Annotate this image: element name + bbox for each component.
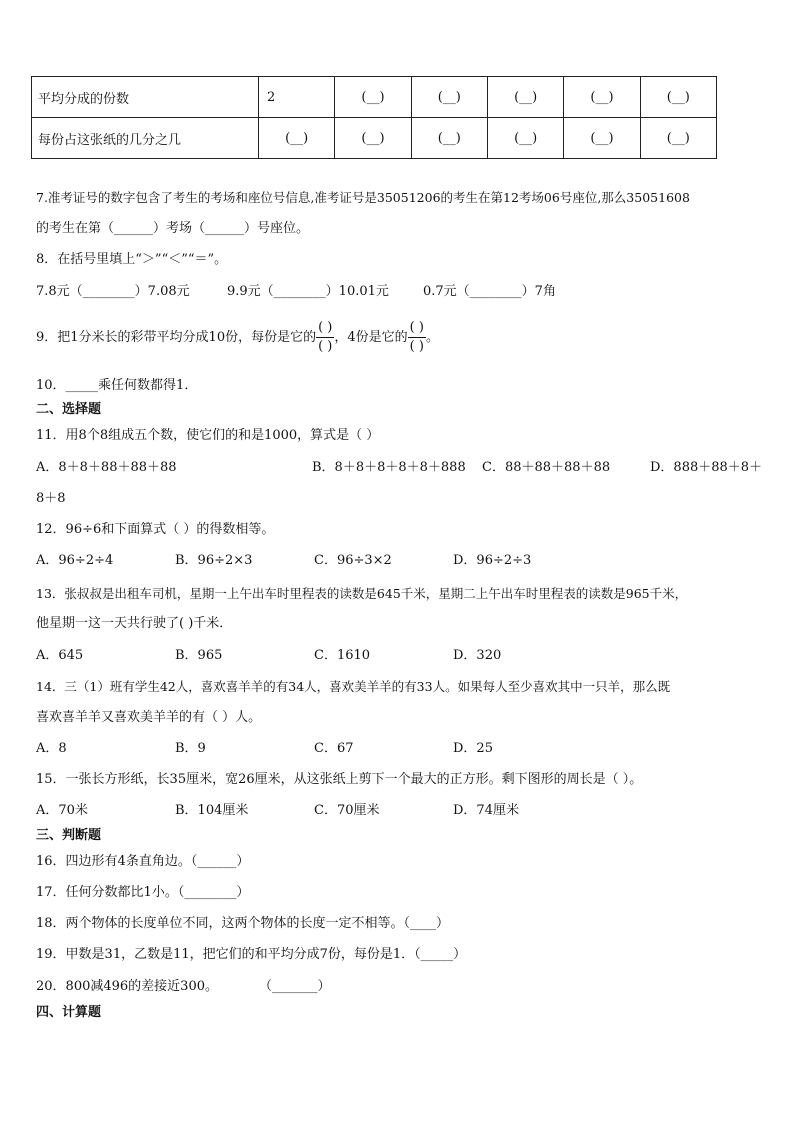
fraction-denominator: ( ) <box>409 339 424 354</box>
table-cell: (__) <box>411 77 487 118</box>
table-row <box>32 118 717 159</box>
fraction-numerator: ( ) <box>316 321 334 338</box>
row-label: 平均分成的份数 <box>32 77 259 118</box>
question-8-item-3: 0.7元（________）7角 <box>423 284 556 299</box>
table-cell: (__) <box>259 118 335 159</box>
table-cell: (__) <box>564 118 640 159</box>
question-17: 17．任何分数都比1小。（________） <box>36 885 250 900</box>
fraction-table <box>31 76 717 159</box>
question-8-item-2: 9.9元（________）10.01元 <box>227 284 389 299</box>
question-13-option-d: D．320 <box>453 648 502 663</box>
table-cell: (__) <box>487 77 563 118</box>
question-15-option-d: D．74厘米 <box>453 803 519 818</box>
question-20: 20．800减496的差接近300。 <box>36 979 218 994</box>
question-11-option-d: D．888＋88＋8＋ <box>650 460 763 475</box>
question-14-option-a: A．8 <box>36 741 67 756</box>
question-12-option-a: A．96÷2÷4 <box>36 553 114 568</box>
question-14-line-2: 喜欢喜羊羊又喜欢美羊羊的有（ ）人。 <box>36 710 262 725</box>
question-7-line-2: 的考生在第（______）考场（______）号座位。 <box>36 221 310 236</box>
question-11: 11．用8个8组成五个数，使它们的和是1000，算式是（ ） <box>36 428 380 443</box>
fraction-numerator: ( ) <box>408 321 426 338</box>
table-cell: (__) <box>411 118 487 159</box>
question-12-option-d: D．96÷2÷3 <box>453 553 532 568</box>
question-11-option-a: A．8＋8＋88＋88＋88 <box>36 460 177 475</box>
question-13-option-a: A．645 <box>36 648 84 663</box>
question-13-option-c: C．1610 <box>314 648 371 663</box>
question-9-text-2: ，4份是它的 <box>334 330 408 345</box>
section-title-calculation: 四、计算题 <box>36 1005 102 1020</box>
question-20-blank: （_______） <box>259 979 331 994</box>
question-11-option-c: C．88＋88＋88＋88 <box>482 460 611 475</box>
question-9-text-1: 9．把1分米长的彩带平均分成10份，每份是它的 <box>36 330 317 345</box>
question-15: 15．一张长方形纸，长35厘米，宽26厘米，从这张纸上剪下一个最大的正方形。剩下图形的周长是（ ）。 <box>36 772 643 787</box>
question-11-option-d-continued: 8＋8 <box>36 491 66 506</box>
question-12-option-c: C．96÷3×2 <box>314 553 392 568</box>
table-cell: (__) <box>564 77 640 118</box>
question-18: 18．两个物体的长度单位不同，这两个物体的长度一定不相等。（____） <box>36 916 450 931</box>
table-cell: 2 <box>259 77 335 118</box>
question-13-option-b: B．965 <box>175 648 223 663</box>
section-title-judgement: 三、判断题 <box>36 828 102 843</box>
question-14-option-b: B．9 <box>175 741 206 756</box>
fraction-blank-2 <box>408 321 426 354</box>
table-cell: (__) <box>335 118 411 159</box>
question-8: 8．在括号里填上“＞”“＜”“＝”。 <box>36 252 228 267</box>
question-7-line-1: 7.准考证号的数字包含了考生的考场和座位号信息,准考证号是35051206的考生在第12考场06号座位,那么35051608 <box>36 190 690 205</box>
table-row <box>32 77 717 118</box>
table-cell: (__) <box>487 118 563 159</box>
question-19: 19．甲数是31，乙数是11，把它们的和平均分成7份，每份是1．（_____） <box>36 947 467 962</box>
question-9 <box>36 318 439 358</box>
question-15-option-b: B．104厘米 <box>175 803 249 818</box>
question-9-text-3: 。 <box>425 330 439 345</box>
question-12: 12．96÷6和下面算式（ ）的得数相等。 <box>36 522 275 537</box>
question-14-option-c: C．67 <box>314 741 354 756</box>
table-cell: (__) <box>640 118 716 159</box>
question-14-option-d: D．25 <box>453 741 493 756</box>
fraction-blank-1 <box>316 321 334 354</box>
fraction-denominator: ( ) <box>318 339 333 354</box>
question-14-line-1: 14．三（1）班有学生42人，喜欢喜羊羊的有34人，喜欢美羊羊的有33人。如果每人至少喜欢其中一只羊，那么既 <box>36 679 671 694</box>
question-13-line-1: 13．张叔叔是出租车司机，星期一上午出车时里程表的读数是645千米，星期二上午出车时里程表的读数是965千米， <box>36 586 688 601</box>
question-15-option-c: C．70厘米 <box>314 803 380 818</box>
table-cell: (__) <box>335 77 411 118</box>
question-11-option-b: B．8＋8＋8＋8＋8＋888 <box>312 460 466 475</box>
table-cell: (__) <box>640 77 716 118</box>
row-label: 每份占这张纸的几分之几 <box>32 118 259 159</box>
question-12-option-b: B．96÷2×3 <box>175 553 253 568</box>
question-13-line-2: 他星期一这一天共行驶了( )千米． <box>36 616 233 631</box>
question-15-option-a: A．70米 <box>36 803 88 818</box>
section-title-choice: 二、选择题 <box>36 402 102 417</box>
question-10: 10．_____乘任何数都得1． <box>36 378 198 393</box>
question-16: 16．四边形有4条直角边。（______） <box>36 854 250 869</box>
question-8-item-1: 7.8元（________）7.08元 <box>36 284 190 299</box>
